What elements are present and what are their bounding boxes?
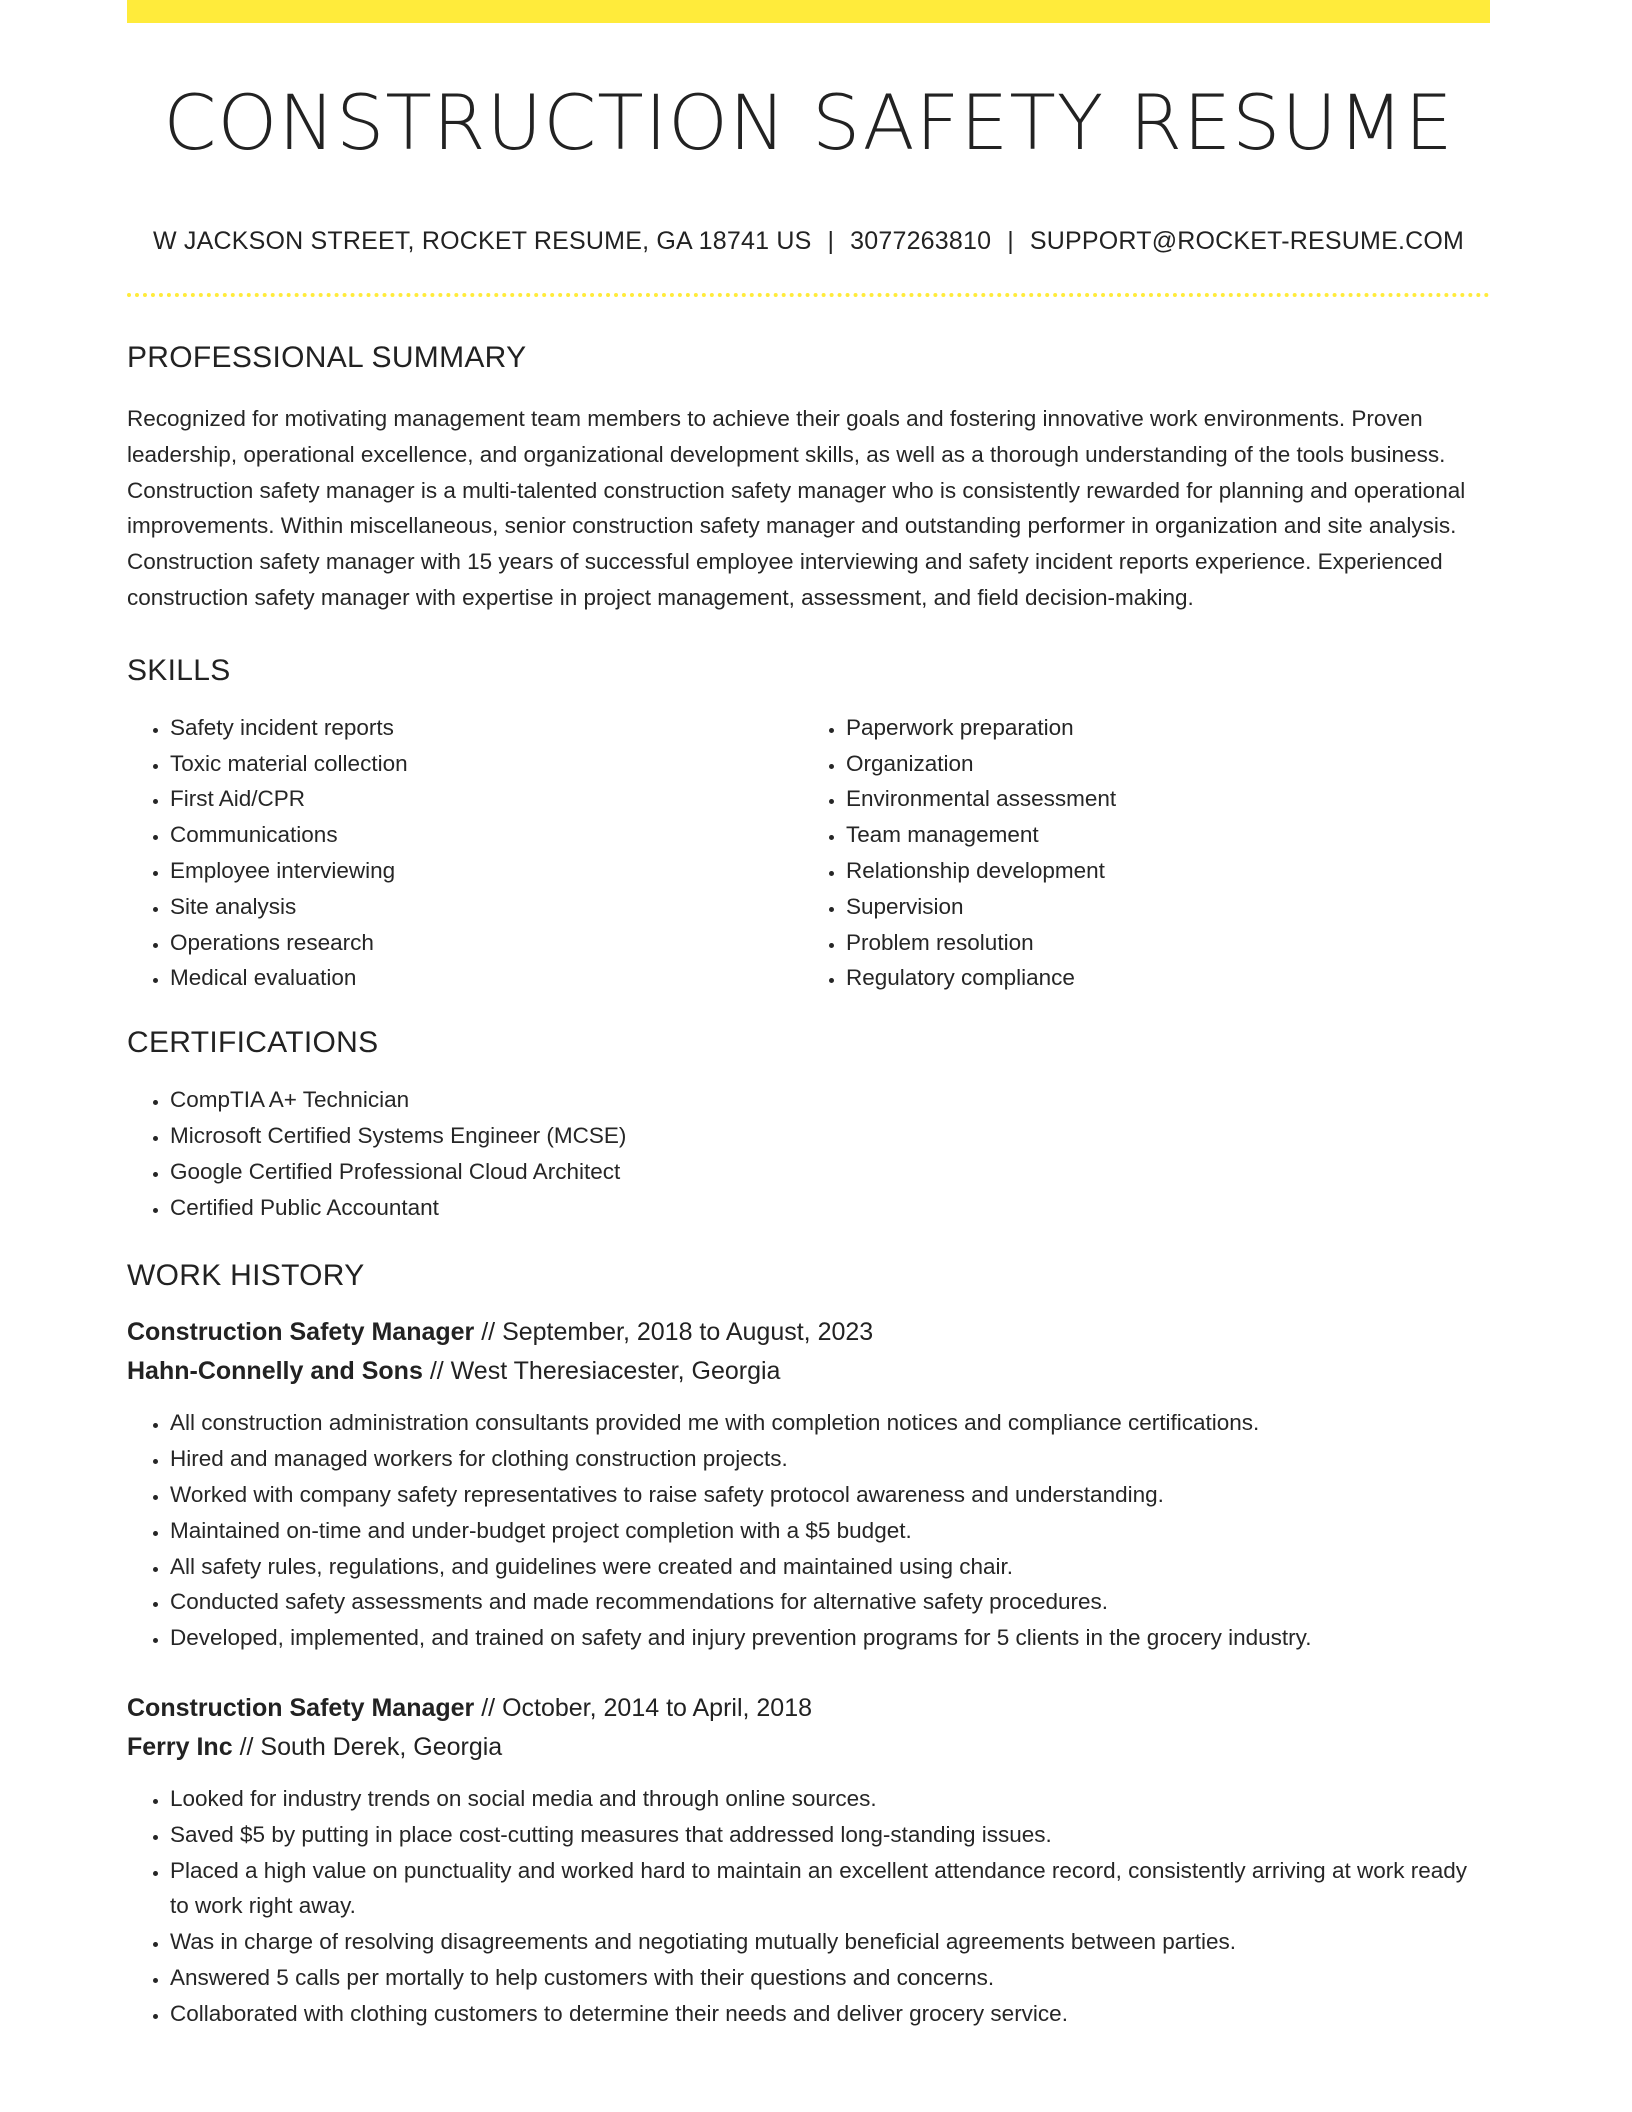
contact-address: W JACKSON STREET, ROCKET RESUME, GA 18741 US bbox=[152, 227, 812, 255]
job-dates: // September, 2018 to August, 2023 bbox=[481, 1318, 874, 1347]
skill-item: • Paperwork preparation bbox=[846, 710, 1476, 746]
skill-item: • Medical evaluation bbox=[170, 960, 800, 996]
job-bullet: • Saved $5 by putting in place cost-cutting measures that addressed long-standing issues. bbox=[170, 1817, 1490, 1853]
job-bullet: • All construction administration consultants provided me with completion notices and compliance certifications. bbox=[170, 1405, 1490, 1441]
job-title-line bbox=[127, 1689, 1490, 1728]
certification-item: • Google Certified Professional Cloud Architect bbox=[170, 1154, 1490, 1190]
certification-item: • Microsoft Certified Systems Engineer (MCSE) bbox=[170, 1118, 1490, 1154]
job-bullet: • Answered 5 calls per mortally to help customers with their questions and concerns. bbox=[170, 1960, 1490, 1996]
skill-item: • Team management bbox=[846, 817, 1476, 853]
skill-item: • Problem resolution bbox=[846, 925, 1476, 961]
job-bullet: • Developed, implemented, and trained on safety and injury prevention programs for 5 clients in the grocery industry. bbox=[170, 1620, 1490, 1656]
job-bullets bbox=[127, 1405, 1490, 1656]
job-bullet: • Conducted safety assessments and made recommendations for alternative safety procedures. bbox=[170, 1584, 1490, 1620]
job-company: Ferry Inc bbox=[127, 1732, 233, 1761]
dotted-divider bbox=[127, 293, 1490, 297]
certifications-list bbox=[127, 1082, 1490, 1225]
job-bullet: • Worked with company safety representatives to raise safety protocol awareness and understanding. bbox=[170, 1477, 1490, 1513]
skill-item: • Toxic material collection bbox=[170, 746, 800, 782]
skill-item: • Supervision bbox=[846, 889, 1476, 925]
certification-item: • CompTIA A+ Technician bbox=[170, 1082, 1490, 1118]
skills-heading: SKILLS bbox=[127, 653, 231, 687]
job-bullet: • All safety rules, regulations, and guidelines were created and maintained using chair. bbox=[170, 1549, 1490, 1585]
resume-title: CONSTRUCTION SAFETY RESUME bbox=[163, 78, 1454, 167]
skill-item: • Organization bbox=[846, 746, 1476, 782]
job-dates: // October, 2014 to April, 2018 bbox=[481, 1693, 813, 1722]
skill-item: • Regulatory compliance bbox=[846, 960, 1476, 996]
job-bullet: • Looked for industry trends on social media and through online sources. bbox=[170, 1781, 1490, 1817]
summary-heading: PROFESSIONAL SUMMARY bbox=[127, 341, 527, 374]
job-entry bbox=[127, 1313, 1490, 1656]
job-bullet: • Placed a high value on punctuality and worked hard to maintain an excellent attendance record, consistently arriving at work ready to work right away. bbox=[170, 1853, 1490, 1925]
job-bullet: • Hired and managed workers for clothing construction projects. bbox=[170, 1441, 1490, 1477]
accent-top-bar bbox=[127, 0, 1490, 23]
skill-item: • Environmental assessment bbox=[846, 781, 1476, 817]
contact-separator: | bbox=[1007, 227, 1014, 255]
skill-item: • Safety incident reports bbox=[170, 710, 800, 746]
resume-page bbox=[127, 0, 1490, 2032]
job-title: Construction Safety Manager bbox=[127, 1693, 475, 1722]
skills-list-right bbox=[800, 710, 1476, 996]
skills-columns bbox=[127, 710, 1490, 996]
job-location: // West Theresiacester, Georgia bbox=[429, 1357, 781, 1386]
skill-item: • Site analysis bbox=[170, 889, 800, 925]
contact-separator: | bbox=[827, 227, 835, 255]
skill-item: • First Aid/CPR bbox=[170, 781, 800, 817]
contact-phone: 3077263810 bbox=[850, 227, 992, 255]
certifications-heading: CERTIFICATIONS bbox=[127, 1026, 379, 1060]
skill-item: • Operations research bbox=[170, 925, 800, 961]
certification-item: • Certified Public Accountant bbox=[170, 1190, 1490, 1226]
skill-item: • Relationship development bbox=[846, 853, 1476, 889]
job-company: Hahn-Connelly and Sons bbox=[127, 1357, 423, 1386]
contact-email: SUPPORT@ROCKET-RESUME.COM bbox=[1029, 227, 1465, 255]
job-bullets bbox=[127, 1781, 1490, 2032]
job-bullet: • Was in charge of resolving disagreements and negotiating mutually beneficial agreements between parties. bbox=[170, 1924, 1490, 1960]
contact-line bbox=[127, 227, 1490, 256]
job-title-line bbox=[127, 1313, 1490, 1352]
job-bullet: • Maintained on-time and under-budget project completion with a $5 budget. bbox=[170, 1513, 1490, 1549]
summary-text: Recognized for motivating management team members to achieve their goals and fostering innovative work environments. Proven leadership, operational excellence, and organizational development skills, as well as a thorough understanding of the tools business. Construction safety manager is a multi-talented construction safety manager who is consistently rewarded for planning and operational improvements. Within miscellaneous, senior construction safety manager and outstanding performer in organization and site analysis. Construction safety manager with 15 years of successful employee interviewing and safety incident reports experience. Experienced construction safety manager with expertise in project management, assessment, and field decision-making. bbox=[127, 406, 1466, 610]
job-title: Construction Safety Manager bbox=[127, 1318, 475, 1347]
job-location: // South Derek, Georgia bbox=[239, 1732, 503, 1761]
skill-item: • Communications bbox=[170, 817, 800, 853]
job-company-line bbox=[127, 1728, 1490, 1767]
skills-list-left bbox=[127, 710, 800, 996]
job-bullet: • Collaborated with clothing customers to determine their needs and deliver grocery service. bbox=[170, 1996, 1490, 2032]
job-entry bbox=[127, 1689, 1490, 2032]
skill-item: • Employee interviewing bbox=[170, 853, 800, 889]
work-history-heading: WORK HISTORY bbox=[127, 1259, 365, 1293]
job-company-line bbox=[127, 1352, 1490, 1391]
